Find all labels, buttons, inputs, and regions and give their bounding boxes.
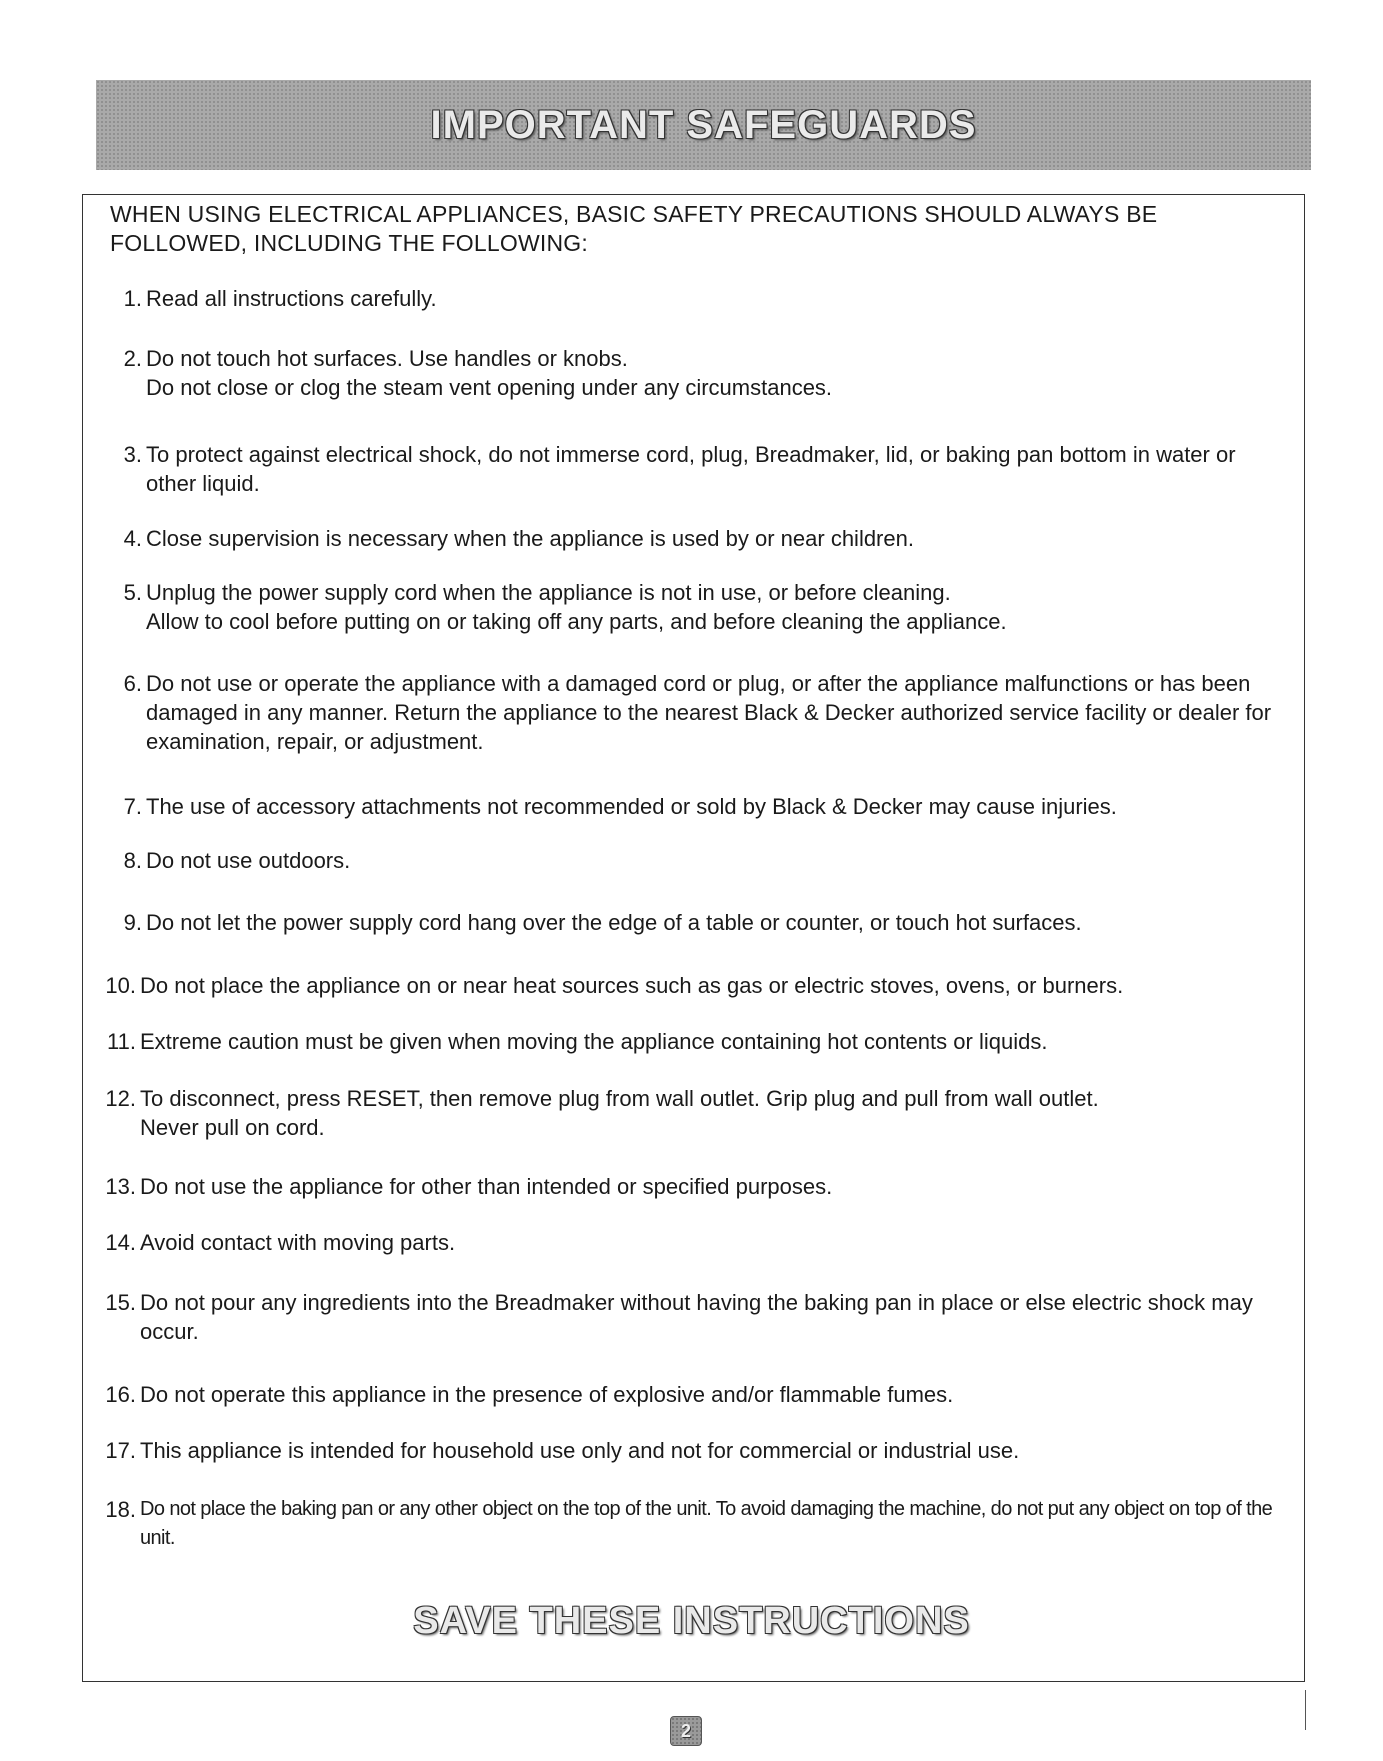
safeguard-text: Unplug the power supply cord when the appliance is not in use, or before cleaning. Allow to cool before putting on or taking off any parts, and before cleaning the appliance. — [146, 580, 1007, 634]
safeguard-number: 6. — [123, 671, 142, 696]
safeguard-number: 11. — [107, 1029, 136, 1054]
safeguard-text: Read all instructions carefully. — [146, 286, 437, 311]
safeguard-number: 17. — [105, 1438, 136, 1463]
safeguard-text: The use of accessory attachments not recommended or sold by Black & Decker may cause injuries. — [146, 794, 1117, 819]
safeguard-text: Do not touch hot surfaces. Use handles or knobs. Do not close or clog the steam vent opening under any circumstances. — [146, 346, 833, 400]
page-number: 2 — [670, 1716, 702, 1746]
safeguard-text: To protect against electrical shock, do not immerse cord, plug, Breadmaker, lid, or baking pan bottom in water or other liquid. — [146, 442, 1236, 496]
save-instructions-title: SAVE THESE INSTRUCTIONS — [413, 1600, 970, 1642]
safeguard-text: Do not pour any ingredients into the Breadmaker without having the baking pan in place or else electric shock may occur. — [140, 1290, 1253, 1344]
safeguard-number: 7. — [123, 794, 142, 819]
safeguard-number: 15. — [105, 1290, 136, 1315]
page-title: IMPORTANT SAFEGUARDS — [430, 102, 977, 147]
safeguard-number: 1. — [123, 286, 142, 311]
safeguard-text: To disconnect, press RESET, then remove plug from wall outlet. Grip plug and pull from wall outlet. Never pull on cord. — [140, 1086, 1099, 1140]
safeguard-text: Do not place the baking pan or any other object on the top of the unit. To avoid damaging the machine, do not put any object on top of the unit. — [140, 1498, 1273, 1549]
safeguard-text: Close supervision is necessary when the appliance is used by or near children. — [146, 526, 914, 551]
safeguard-text: Do not use the appliance for other than intended or specified purposes. — [140, 1174, 833, 1199]
safeguard-text: Do not place the appliance on or near heat sources such as gas or electric stoves, ovens, or burners. — [140, 973, 1124, 998]
safeguard-number: 4. — [123, 526, 142, 551]
scan-edge-line — [1305, 1690, 1306, 1730]
safeguard-text: Do not let the power supply cord hang over the edge of a table or counter, or touch hot surfaces. — [146, 910, 1082, 935]
safeguard-number: 2. — [123, 346, 142, 371]
safeguard-text: Do not use or operate the appliance with a damaged cord or plug, or after the appliance malfunctions or has been damaged in any manner. Return the appliance to the nearest Black & Decker authorized service facility or dealer for examination, repair, or adjustment. — [146, 671, 1272, 754]
safeguard-number: 12. — [105, 1086, 136, 1111]
safeguard-number: 16. — [105, 1382, 136, 1407]
safeguard-number: 13. — [105, 1174, 136, 1199]
safeguard-text: Avoid contact with moving parts. — [140, 1230, 456, 1255]
safeguard-number: 8. — [123, 848, 142, 873]
intro-text: WHEN USING ELECTRICAL APPLIANCES, BASIC SAFETY PRECAUTIONS SHOULD ALWAYS BE FOLLOWED, INCLUDING THE FOLLOWING: — [110, 201, 1158, 256]
safeguard-text: This appliance is intended for household use only and not for commercial or industrial use. — [140, 1438, 1020, 1463]
safeguard-number: 18. — [105, 1497, 136, 1522]
safeguard-number: 10. — [105, 973, 136, 998]
safeguard-number: 5. — [123, 580, 142, 605]
safeguard-number: 9. — [123, 910, 142, 935]
safeguard-text: Do not use outdoors. — [146, 848, 351, 873]
safeguard-number: 3. — [123, 442, 142, 467]
safeguard-text: Do not operate this appliance in the presence of explosive and/or flammable fumes. — [140, 1382, 954, 1407]
safeguard-text: Extreme caution must be given when moving the appliance containing hot contents or liquids. — [140, 1029, 1048, 1054]
header-banner — [96, 80, 1311, 170]
safeguard-number: 14. — [105, 1230, 136, 1255]
